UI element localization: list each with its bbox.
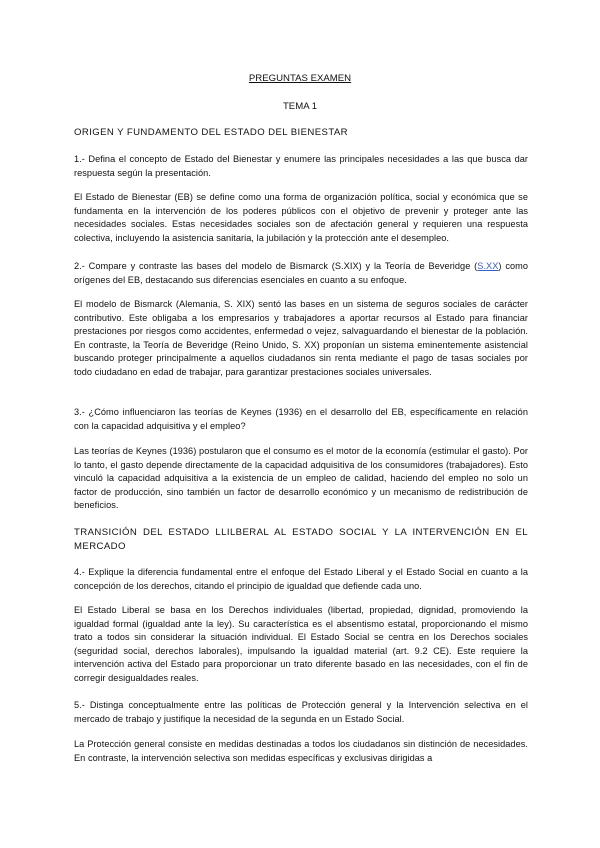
document-title: PREGUNTAS EXAMEN <box>248 73 352 84</box>
question-3: 3.- ¿Cómo influenciaron las teorías de Keynes (1936) en el desarrollo del EB, específicamente en relación con la capacidad adquisitiva y el empleo? <box>74 407 528 431</box>
answer-3: Las teorías de Keynes (1936) postularon que el consumo es el motor de la economía (estimular el gasto). Por lo tanto, el gasto depende directamente de la capacidad adquisitiva de los consumidores (trabajadores). Esto vinculó la capacidad adquisitiva a la existencia de un empleo de calidad, haciendo del empleo no solo un factor de producción, sino también un factor de desarrollo económico y un mecanismo de redistribución de beneficios. <box>74 446 528 511</box>
question-4: 4.- Explique la diferencia fundamental entre el enfoque del Estado Liberal y el Estado Social en cuanto a la concepción de los derechos, citando el principio de igualdad que defiende cada uno. <box>74 567 528 591</box>
section-heading-origen: ORIGEN Y FUNDAMENTO DEL ESTADO DEL BIENESTAR <box>74 127 349 138</box>
section-heading-transicion: TRANSICIÓN DEL ESTADO LLILBERAL AL ESTADO SOCIAL Y LA INTERVENCIÓN EN EL MERCADO <box>74 527 528 552</box>
question-2 <box>74 260 528 287</box>
answer-2: El modelo de Bismarck (Alemania, S. XIX) sentó las bases en un sistema de seguros sociales de carácter contributivo. Este obligaba a los empresarios y trabajadores a aportar recursos al Estado para financiar prestaciones por riesgos como accidentes, enfermedad o vejez, salvaguardando el bienestar de la población. En contraste, la Teoría de Beveridge (Reino Unido, S. XX) proponían un sistema eminentemente asistencial buscando proteger principalmente a aquellos ciudadanos sin renta mediante el pago de tasas sociales por todo ciudadano en edad de trabajar, para garantizar prestaciones sociales universales. <box>74 299 528 377</box>
answer-1: El Estado de Bienestar (EB) se define como una forma de organización política, social y económica que se fundamenta en la intervención de los poderes públicos con el objetivo de prevenir y proteger ante las necesidades sociales. Estas necesidades sociales son de afectación general y requieren una respuesta colectiva, incluyendo la asistencia sanitaria, la jubilación y la protección ante el desempleo. <box>74 192 528 243</box>
answer-4: El Estado Liberal se basa en los Derechos individuales (libertad, propiedad, dignidad, promoviendo la igualdad formal (igualdad ante la ley). Su característica es el absentismo estatal, proporcionando el mismo trato a todos sin considerar la situación individual. El Estado Social se centra en los Derechos sociales (seguridad social, derechos laborales), impulsando la igualdad material (art. 9.2 CE). Este requiere la intervención activa del Estado para proporcionar un trato diferente basado en las necesidades, con el fin de corregir desigualdades reales. <box>74 605 528 683</box>
question-5: 5.- Distinga conceptualmente entre las políticas de Protección general y la Intervención selectiva en el mercado de trabajo y justifique la necesidad de la segunda en un Estado Social. <box>74 700 528 724</box>
question-1: 1.- Defina el concepto de Estado del Bienestar y enumere las principales necesidades a las que busca dar respuesta según la presentación. <box>74 154 528 178</box>
answer-5: La Protección general consiste en medidas destinadas a todos los ciudadanos sin distinción de necesidades. En contraste, la intervención selectiva son medidas específicas y exclusivas dirigidas a <box>74 739 528 763</box>
document-subtitle: TEMA 1 <box>282 101 318 112</box>
question-2-text-end: ) como orígenes del EB, destacando sus diferencias esenciales en cuanto a su enfoque. <box>74 261 528 285</box>
question-2-text-start: 2.- Compare y contraste las bases del modelo de Bismarck (S.XIX) y la Teoría de Beveridge ( <box>74 261 478 271</box>
question-2-link[interactable]: S.XX <box>477 261 499 271</box>
